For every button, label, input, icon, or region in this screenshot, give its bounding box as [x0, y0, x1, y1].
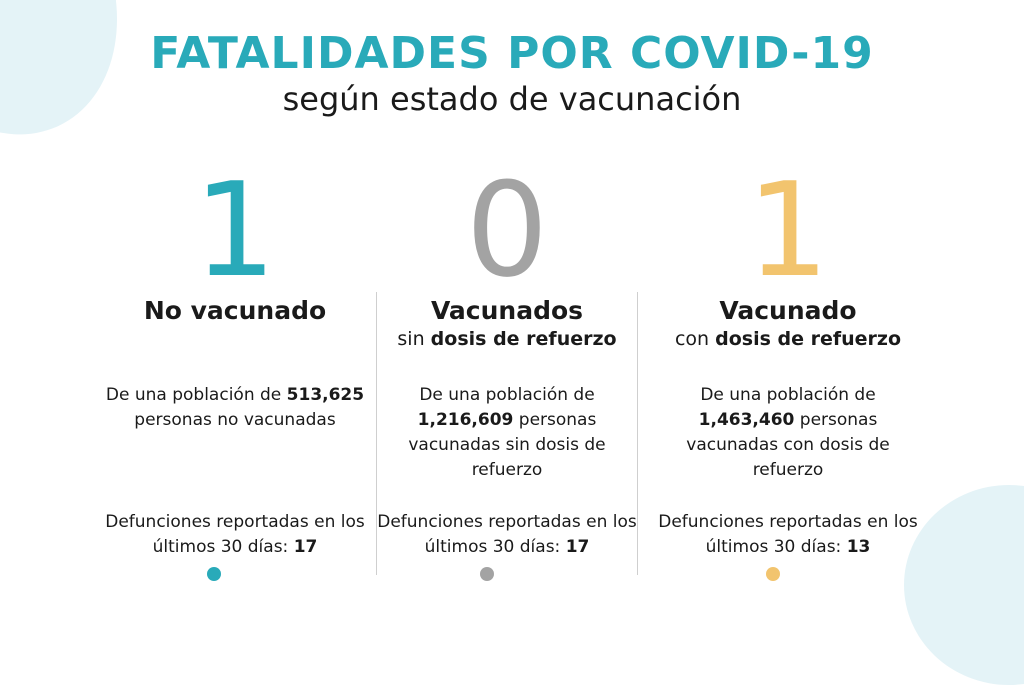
deaths-description: Defunciones reportadas en los últimos 30 días: 17: [377, 512, 637, 557]
deaths-count: 13: [846, 537, 871, 557]
column-heading-sub: con dosis de refuerzo: [674, 328, 902, 350]
fatality-ratio-number: 1: [746, 154, 830, 306]
population-description: De una población de 1,463,460 personas vacunadas con dosis de refuerzo: [686, 385, 890, 480]
deaths-count: 17: [293, 537, 318, 557]
fatality-ratio-number: 1: [193, 154, 277, 306]
column-marker-dot: [207, 567, 221, 581]
fatality-ratio-number: 0: [465, 154, 549, 306]
column-heading: Vacunados: [430, 296, 584, 325]
column-unvaccinated: [85, 154, 385, 557]
column-heading: Vacunado: [719, 296, 857, 325]
column-vaccinated-no-booster: [357, 154, 657, 557]
column-heading-sub: sin dosis de refuerzo: [397, 328, 617, 350]
column-marker-dot: [766, 567, 780, 581]
column-heading-sub: [85, 327, 385, 351]
population-count: 1,216,609: [417, 410, 514, 430]
page-subtitle: según estado de vacunación: [282, 80, 742, 118]
population-description: De una población de 1,216,609 personas vacunadas sin dosis de refuerzo: [408, 385, 606, 480]
deaths-description: Defunciones reportadas en los últimos 30 días: 17: [105, 512, 365, 557]
population-count: 513,625: [286, 385, 365, 405]
deaths-count: 17: [565, 537, 590, 557]
column-marker-dot: [480, 567, 494, 581]
column-heading: No vacunado: [143, 296, 327, 325]
deaths-description: Defunciones reportadas en los últimos 30 días: 13: [658, 512, 918, 557]
population-count: 1,463,460: [698, 410, 795, 430]
column-vaccinated-with-booster: [638, 154, 938, 557]
page-title: FATALIDADES POR COVID-19: [150, 28, 874, 79]
population-description: De una población de 513,625 personas no vacunadas: [105, 385, 365, 430]
